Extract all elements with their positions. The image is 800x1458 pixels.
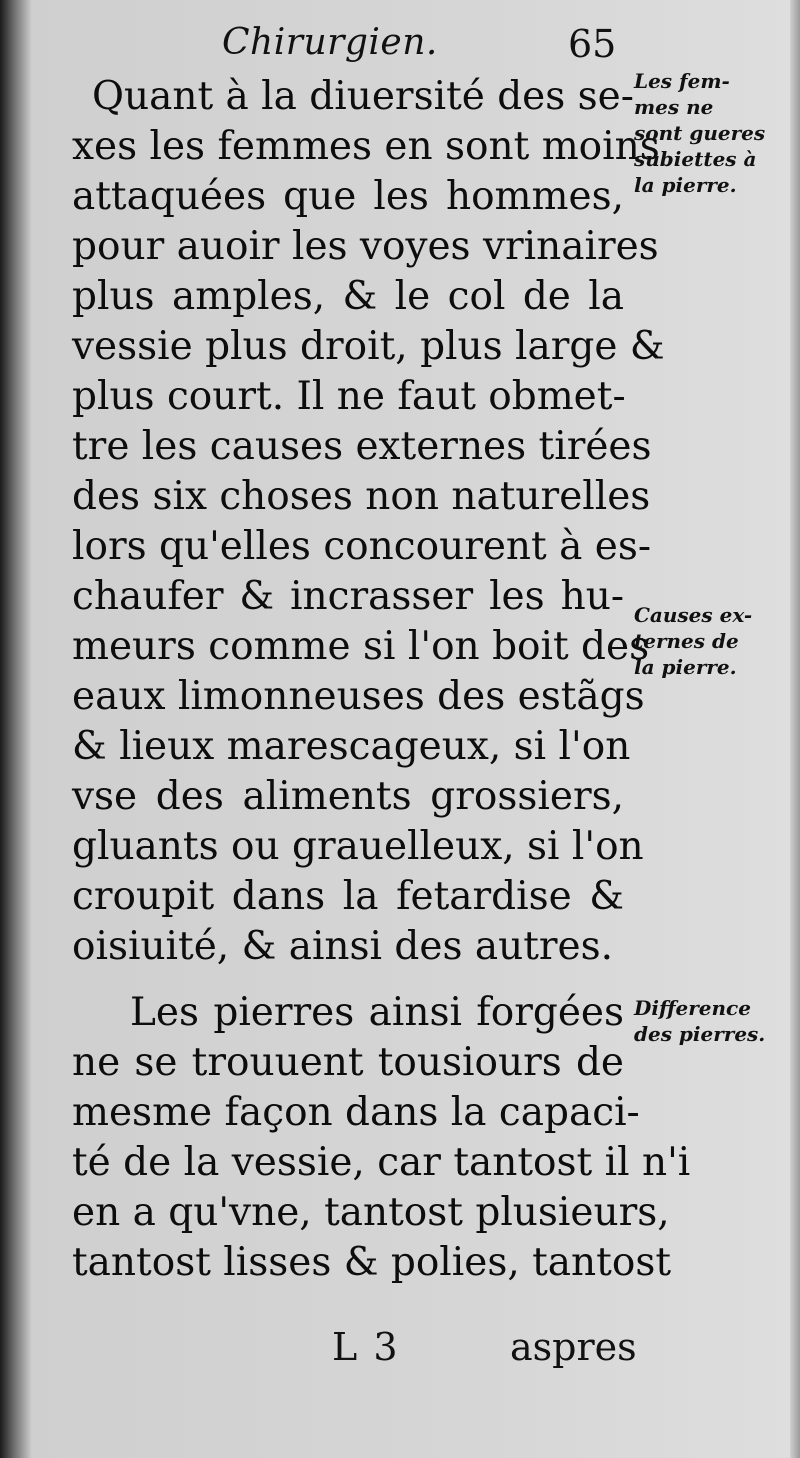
text-line: lors qu'elles concourent à es- — [72, 524, 652, 569]
margin-note-line: subiettes à — [634, 147, 757, 171]
text-line: mesme façon dans la capaci- — [72, 1090, 640, 1135]
text-line: gluants ou grauelleux, si l'on — [72, 824, 644, 869]
page-number: 65 — [568, 22, 617, 66]
text-line: meurs comme si l'on boit des — [72, 624, 650, 669]
text-line: croupit dans la fetardise & — [72, 874, 624, 919]
catchword: aspres — [510, 1325, 637, 1369]
margin-note-line: la pierre. — [634, 173, 737, 197]
margin-note-causes — [634, 602, 794, 680]
margin-note-line: Difference — [634, 996, 751, 1020]
text-line: pour auoir les voyes vrinaires — [72, 224, 659, 269]
text-line: des six choses non naturelles — [72, 474, 651, 519]
margin-note-line: Causes ex- — [634, 603, 753, 627]
margin-note-difference — [634, 995, 794, 1047]
text-line: té de la vessie, car tantost il n'i — [72, 1140, 691, 1185]
text-line: ne se trouuent tousiours de — [72, 1040, 624, 1085]
text-line: vessie plus droit, plus large & — [72, 324, 665, 369]
text-line: attaquées que les hommes, — [72, 174, 624, 219]
text-line: vse des aliments grossiers, — [72, 774, 624, 819]
text-line: chaufer & incrasser les hu- — [72, 574, 624, 619]
text-line: eaux limonneuses des estãgs — [72, 674, 645, 719]
margin-note-line: ternes de — [634, 629, 739, 653]
margin-note-line: des pierres. — [634, 1022, 766, 1046]
text-line: & lieux marescageux, si l'on — [72, 724, 631, 769]
margin-note-women — [634, 68, 794, 198]
text-line: plus court. Il ne faut obmet- — [72, 374, 626, 419]
margin-note-line: mes ne — [634, 95, 714, 119]
text-line: xes les femmes en sont moins — [72, 124, 660, 169]
text-line: oisiuité, & ainsi des autres. — [72, 924, 614, 969]
text-line: tantost lisses & polies, tantost — [72, 1240, 672, 1285]
margin-note-line: la pierre. — [634, 655, 737, 679]
text-line: Les pierres ainsi forgées — [130, 990, 624, 1035]
margin-note-line: Les fem- — [634, 69, 730, 93]
text-line: tre les causes externes tirées — [72, 424, 652, 469]
text-line: Quant à la diuersité des se- — [92, 74, 634, 119]
signature-mark: L 3 — [332, 1325, 400, 1369]
page-edge — [790, 0, 800, 1458]
text-line: en a qu'vne, tantost plusieurs, — [72, 1190, 670, 1235]
text-line: plus amples, & le col de la — [72, 274, 624, 319]
margin-note-line: sont gueres — [634, 121, 766, 145]
running-head: Chirurgien. — [222, 22, 438, 63]
